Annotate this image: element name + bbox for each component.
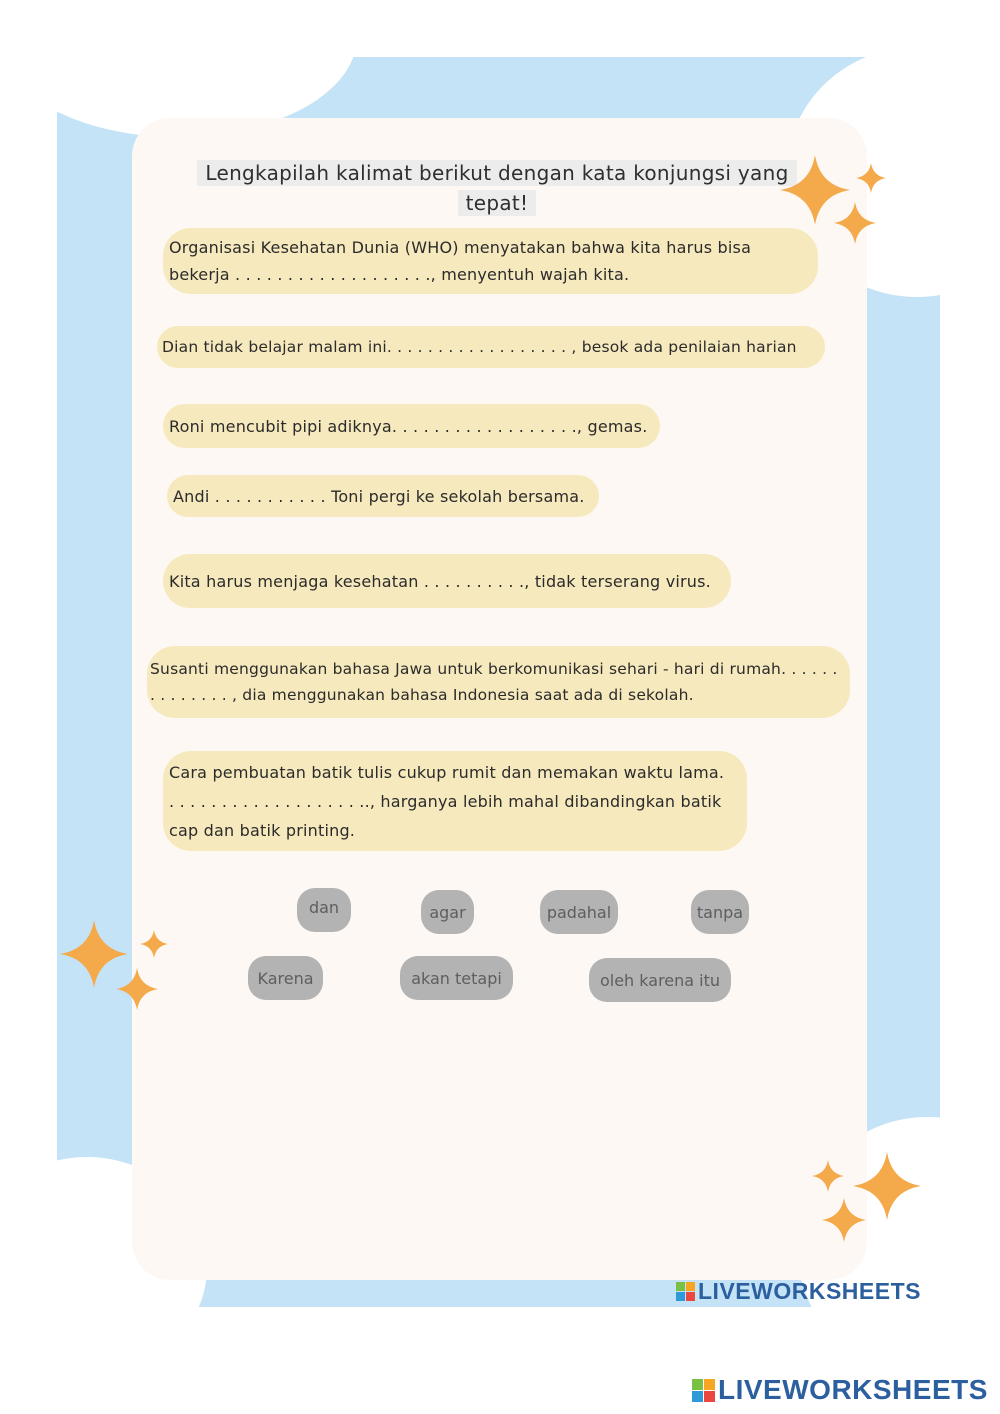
logo-icon: [676, 1282, 695, 1301]
sparkle-icon: [856, 163, 886, 193]
sentence-2: Dian tidak belajar malam ini. . . . . . . . . . . . . . . . . . , besok ada penilaian harian: [157, 326, 825, 368]
logo-icon: [692, 1379, 715, 1402]
word-chip-padahal[interactable]: padahal: [540, 890, 618, 934]
sparkle-icon: [834, 202, 876, 244]
sentence-1: Organisasi Kesehatan Dunia (WHO) menyatakan bahwa kita harus bisa bekerja . . . . . . . . . . . . . . . . . . ., menyentuh wajah kita.: [163, 228, 818, 294]
instruction-title: Lengkapilah kalimat berikut dengan kata konjungsi yang tepat!: [186, 158, 808, 218]
word-chip-agar[interactable]: agar: [421, 890, 474, 934]
sparkle-icon: [140, 930, 168, 958]
liveworksheets-logo: LIVEWORKSHEETS: [676, 1278, 921, 1305]
sparkle-icon: [822, 1198, 866, 1242]
sparkle-icon: [116, 968, 158, 1010]
sentence-3: Roni mencubit pipi adiknya. . . . . . . . . . . . . . . . . ., gemas.: [163, 404, 660, 448]
word-chip-dan[interactable]: dan: [297, 888, 351, 932]
sentence-7: Cara pembuatan batik tulis cukup rumit dan memakan waktu lama. . . . . . . . . . . . . . . . . . . .., harganya lebih mahal dibandingkan batik cap dan batik printing.: [163, 751, 747, 851]
liveworksheets-logo-footer: LIVEWORKSHEETS: [692, 1374, 988, 1406]
sentence-4: Andi . . . . . . . . . . . Toni pergi ke sekolah bersama.: [167, 475, 599, 517]
word-chip-karena[interactable]: Karena: [248, 956, 323, 1000]
sentence-6: Susanti menggunakan bahasa Jawa untuk berkomunikasi sehari - hari di rumah. . . . . . . . . . . . . . , dia menggunakan bahasa Indonesia saat ada di sekolah.: [147, 646, 850, 718]
sentence-5: Kita harus menjaga kesehatan . . . . . . . . . ., tidak terserang virus.: [163, 554, 731, 608]
word-chip-akan-tetapi[interactable]: akan tetapi: [400, 956, 513, 1000]
word-chip-tanpa[interactable]: tanpa: [691, 890, 749, 934]
word-chip-oleh-karena-itu[interactable]: oleh karena itu: [589, 958, 731, 1002]
sparkle-icon: [812, 1160, 844, 1192]
